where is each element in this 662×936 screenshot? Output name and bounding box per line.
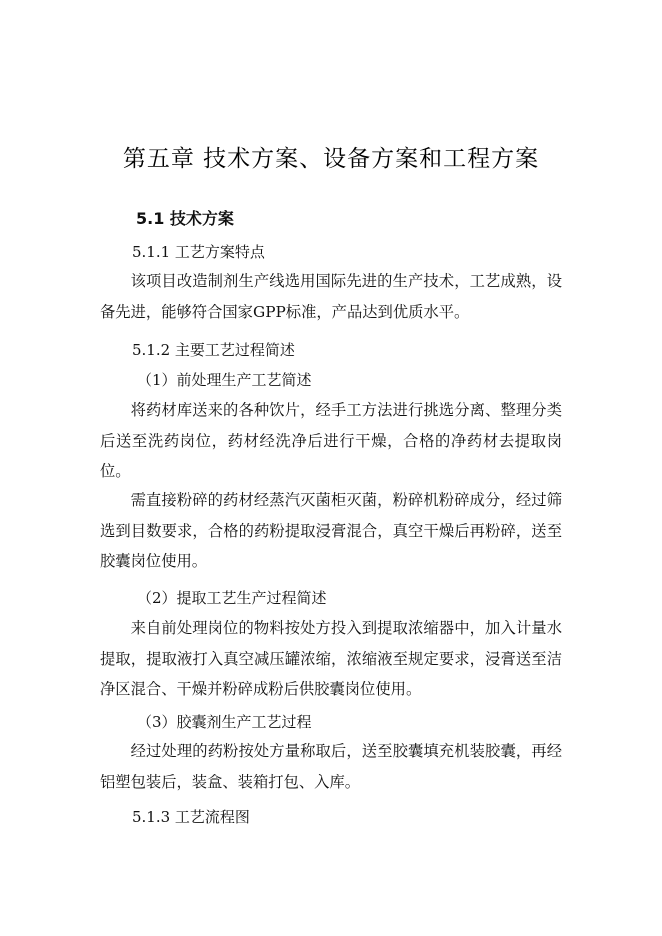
subheading-extraction: （2）提取工艺生产过程简述 xyxy=(137,589,327,607)
paragraph-pretreatment-b: 需直接粉碎的药材经蒸汽灭菌柜灭菌，粉碎机粉碎成分，经过筛选到目数要求，合格的药粉提取浸膏混合，真空干燥后再粉碎，送至胶囊岗位使用。 xyxy=(100,491,562,570)
paragraph-capsule: 经过处理的药粉按处方量称取后，送至胶囊填充机装胶囊，再经铝塑包装后，装盒、装箱打包、入库。 xyxy=(100,742,562,791)
section-heading-5-1-3: 5.1.3 工艺流程图 xyxy=(132,808,250,826)
subheading-capsule: （3）胶囊剂生产工艺过程 xyxy=(137,713,312,731)
chapter-title: 第五章 技术方案、设备方案和工程方案 xyxy=(122,146,540,172)
paragraph-extraction: 来自前处理岗位的物料按处方投入到提取浓缩器中，加入计量水提取，提取液打入真空减压罐浓缩，浓缩液至规定要求，浸膏送至洁净区混合、干燥并粉碎成粉后供胶囊岗位使用。 xyxy=(100,619,562,698)
section-heading-5-1: 5.1 技术方案 xyxy=(136,209,234,228)
section-heading-5-1-1: 5.1.1 工艺方案特点 xyxy=(132,243,265,261)
subheading-pretreatment: （1）前处理生产工艺简述 xyxy=(137,371,312,389)
paragraph-process-features: 该项目改造制剂生产线选用国际先进的生产技术，工艺成熟，设备先进，能够符合国家GPP标准，产品达到优质水平。 xyxy=(100,272,562,321)
section-heading-5-1-2: 5.1.2 主要工艺过程简述 xyxy=(132,341,295,359)
paragraph-pretreatment-a: 将药材库送来的各种饮片，经手工方法进行挑选分离、整理分类后送至洗药岗位，药材经洗净后进行干燥，合格的净药材去提取岗位。 xyxy=(100,401,562,480)
